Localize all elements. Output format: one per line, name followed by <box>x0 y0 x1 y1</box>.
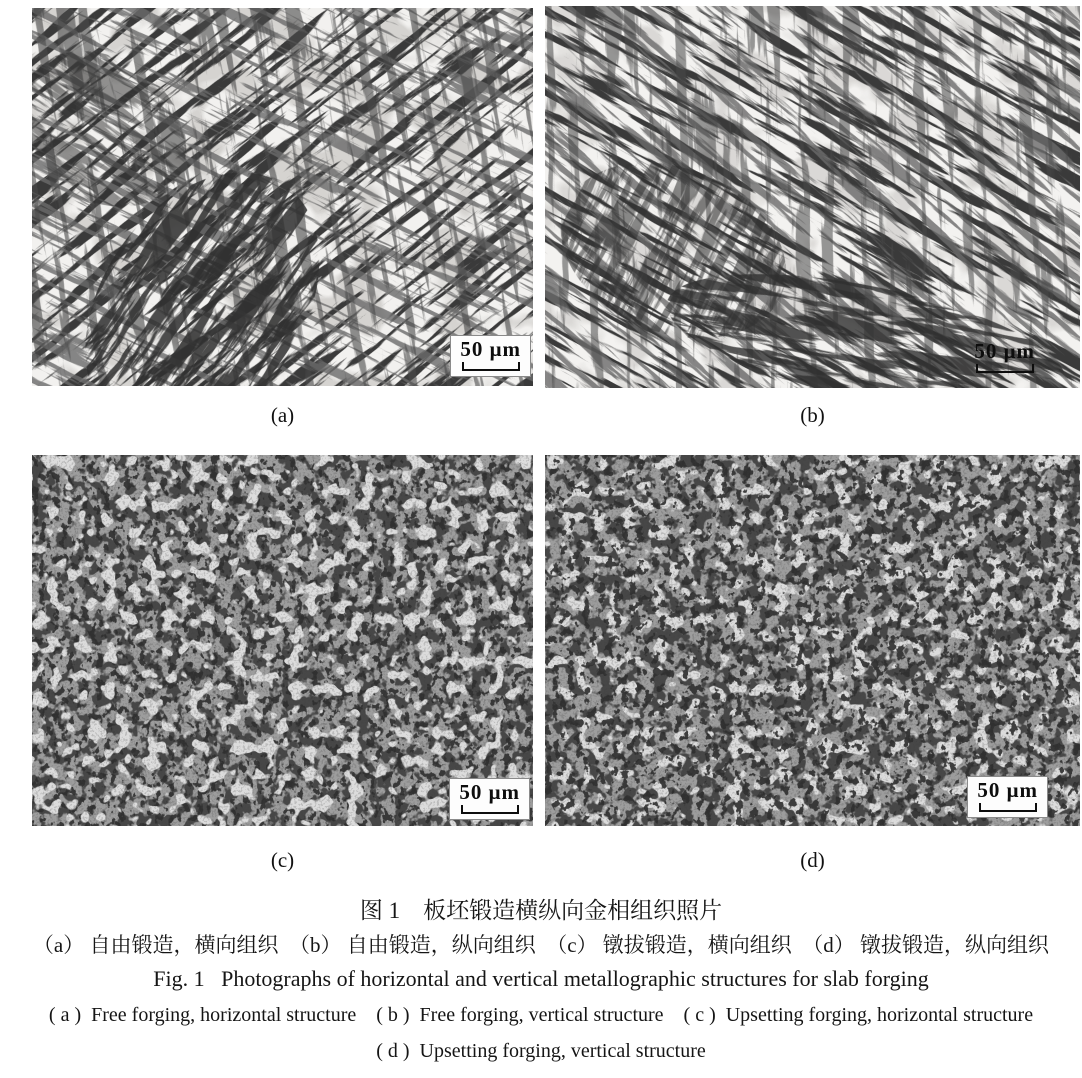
caption-en-subcaptions-line1: ( a ) Free forging, horizontal structure ( b ) Free forging, vertical structure ( c ) Upsetting forging, horizontal structure <box>48 1004 1034 1026</box>
micrograph-image-a <box>32 8 533 386</box>
panel-label-b: (b) <box>800 403 825 427</box>
micrograph-panel-b <box>545 6 1080 388</box>
scale-bar <box>450 335 531 377</box>
scale-bar <box>965 338 1044 378</box>
micrograph-panel-d <box>545 455 1080 826</box>
caption-en-title: Fig. 1 Photographs of horizontal and vertical metallographic structures for slab forging <box>153 966 929 991</box>
panel-label-a: (a) <box>270 403 295 427</box>
micrograph-panel-c <box>32 455 533 826</box>
micrograph-image-c <box>32 455 533 826</box>
scale-bar-label: 50 μm <box>459 780 520 804</box>
scale-bar-label: 50 μm <box>977 778 1038 802</box>
caption-zh-title: 图 1 板坯锻造横纵向金相组织照片 <box>359 898 723 923</box>
scale-bar <box>967 776 1048 818</box>
scale-bar-label: 50 μm <box>974 339 1035 363</box>
micrograph-image-b <box>545 6 1080 388</box>
caption-en-subcaptions-line2: ( d ) Upsetting forging, vertical structure <box>376 1040 706 1062</box>
micrograph-image-d <box>545 455 1080 826</box>
scale-bar-label: 50 μm <box>460 337 521 361</box>
scale-bar-line <box>976 364 1034 373</box>
panel-label-d: (d) <box>800 848 825 872</box>
scale-bar-line <box>979 803 1037 812</box>
caption-zh-subcaptions: （a） 自由锻造，横向组织 （b） 自由锻造，纵向组织 （c） 镦拔锻造，横向组织 （d） 镦拔锻造，纵向组织 <box>32 933 1050 957</box>
scale-bar <box>449 778 530 820</box>
panel-label-c: (c) <box>270 848 295 872</box>
scale-bar-line <box>462 362 520 371</box>
micrograph-panel-a <box>32 8 533 386</box>
scale-bar-line <box>461 805 519 814</box>
